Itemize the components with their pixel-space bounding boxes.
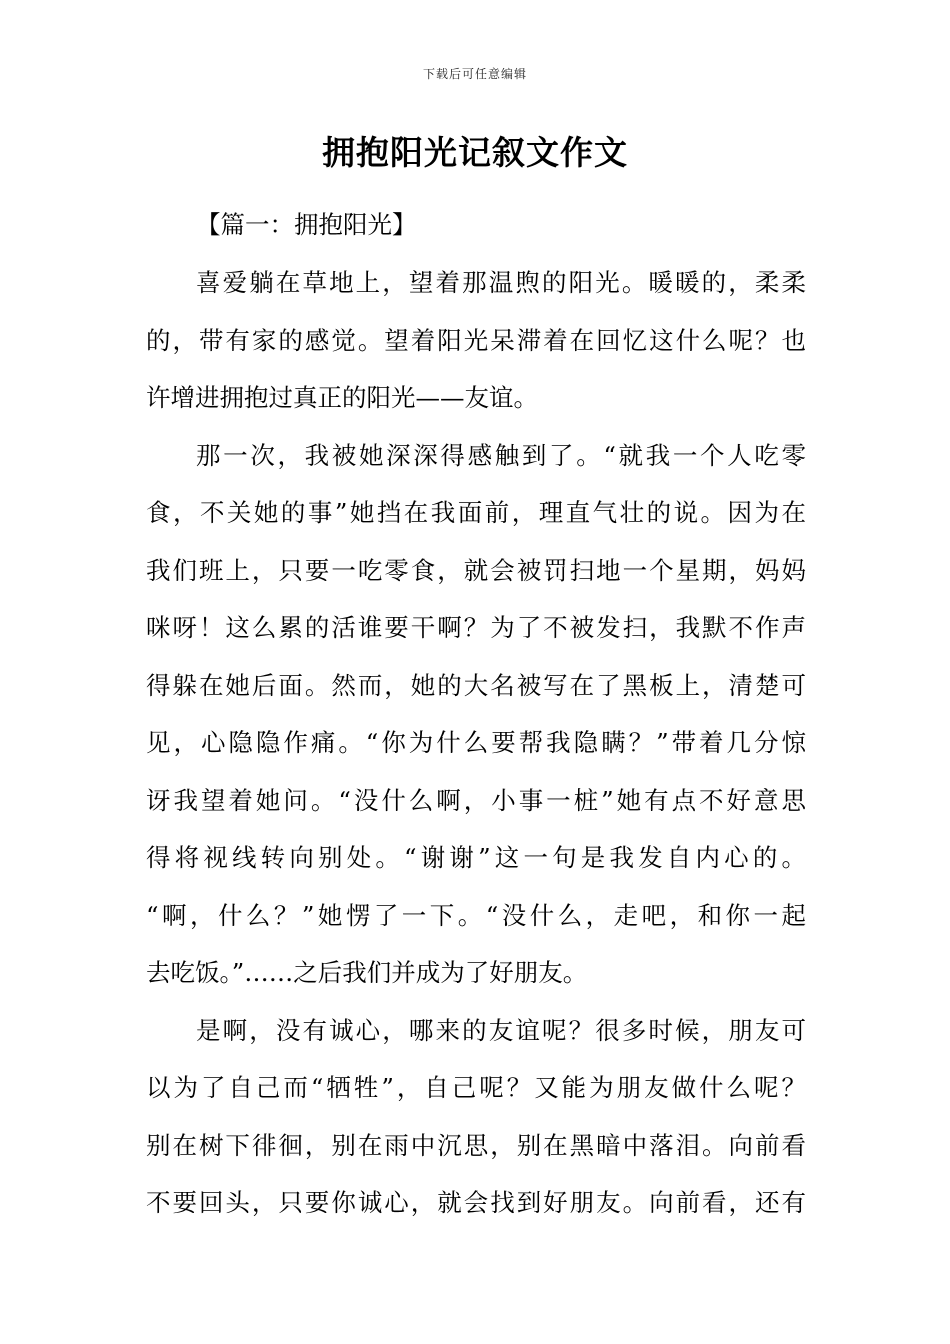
paragraph-2-line-8: 得将视线转向别处。“谢谢”这一句是我发自内心的。 xyxy=(146,843,806,872)
paragraph-2-line-4: 咪呀！这么累的活谁要干啊？为了不被发扫，我默不作声 xyxy=(146,613,806,642)
paragraph-1-line-1: 喜爱躺在草地上，望着那温煦的阳光。暖暖的，柔柔 xyxy=(196,268,806,297)
paragraph-2-line-2: 食，不关她的事”她挡在我面前，理直气壮的说。因为在 xyxy=(146,498,806,527)
paragraph-1-line-2: 的，带有家的感觉。望着阳光呆滞着在回忆这什么呢？也 xyxy=(146,325,806,355)
paragraph-3-line-4: 不要回头，只要你诚心，就会找到好朋友。向前看，还有 xyxy=(146,1188,806,1217)
paragraph-2-line-1: 那一次，我被她深深得感触到了。“就我一个人吃零 xyxy=(196,440,806,470)
paragraph-2-line-6: 见，心隐隐作痛。“你为什么要帮我隐瞒？”带着几分惊 xyxy=(146,728,806,757)
paragraph-3-line-1: 是啊，没有诚心，哪来的友谊呢？很多时候，朋友可 xyxy=(196,1015,806,1045)
document-body xyxy=(146,196,806,1232)
section-heading: 【篇一：拥抱阳光】 xyxy=(196,210,417,239)
paragraph-2-line-5: 得躲在她后面。然而，她的大名被写在了黑板上，清楚可 xyxy=(146,670,806,700)
paragraph-3-line-3: 别在树下徘徊，别在雨中沉思，别在黑暗中落泪。向前看 xyxy=(146,1130,806,1160)
paragraph-2-line-3: 我们班上，只要一吃零食，就会被罚扫地一个星期，妈妈 xyxy=(146,555,806,585)
page-header-note: 下载后可任意编辑 xyxy=(422,67,527,81)
paragraph-2-line-9: “啊，什么？”她愣了一下。“没什么，走吧，和你一起 xyxy=(146,900,806,930)
paragraph-3-line-2: 以为了自己而“牺牲”，自己呢？又能为朋友做什么呢？ xyxy=(146,1073,806,1102)
paragraph-2-line-7: 讶我望着她问。“没什么啊，小事一桩”她有点不好意思 xyxy=(146,785,806,815)
document-title: 拥抱阳光记叙文作文 xyxy=(322,133,628,172)
paragraph-1-line-3: 许增进拥抱过真正的阳光——友谊。 xyxy=(146,383,538,412)
paragraph-2-line-10: 去吃饭。”……之后我们并成为了好朋友。 xyxy=(146,958,588,987)
